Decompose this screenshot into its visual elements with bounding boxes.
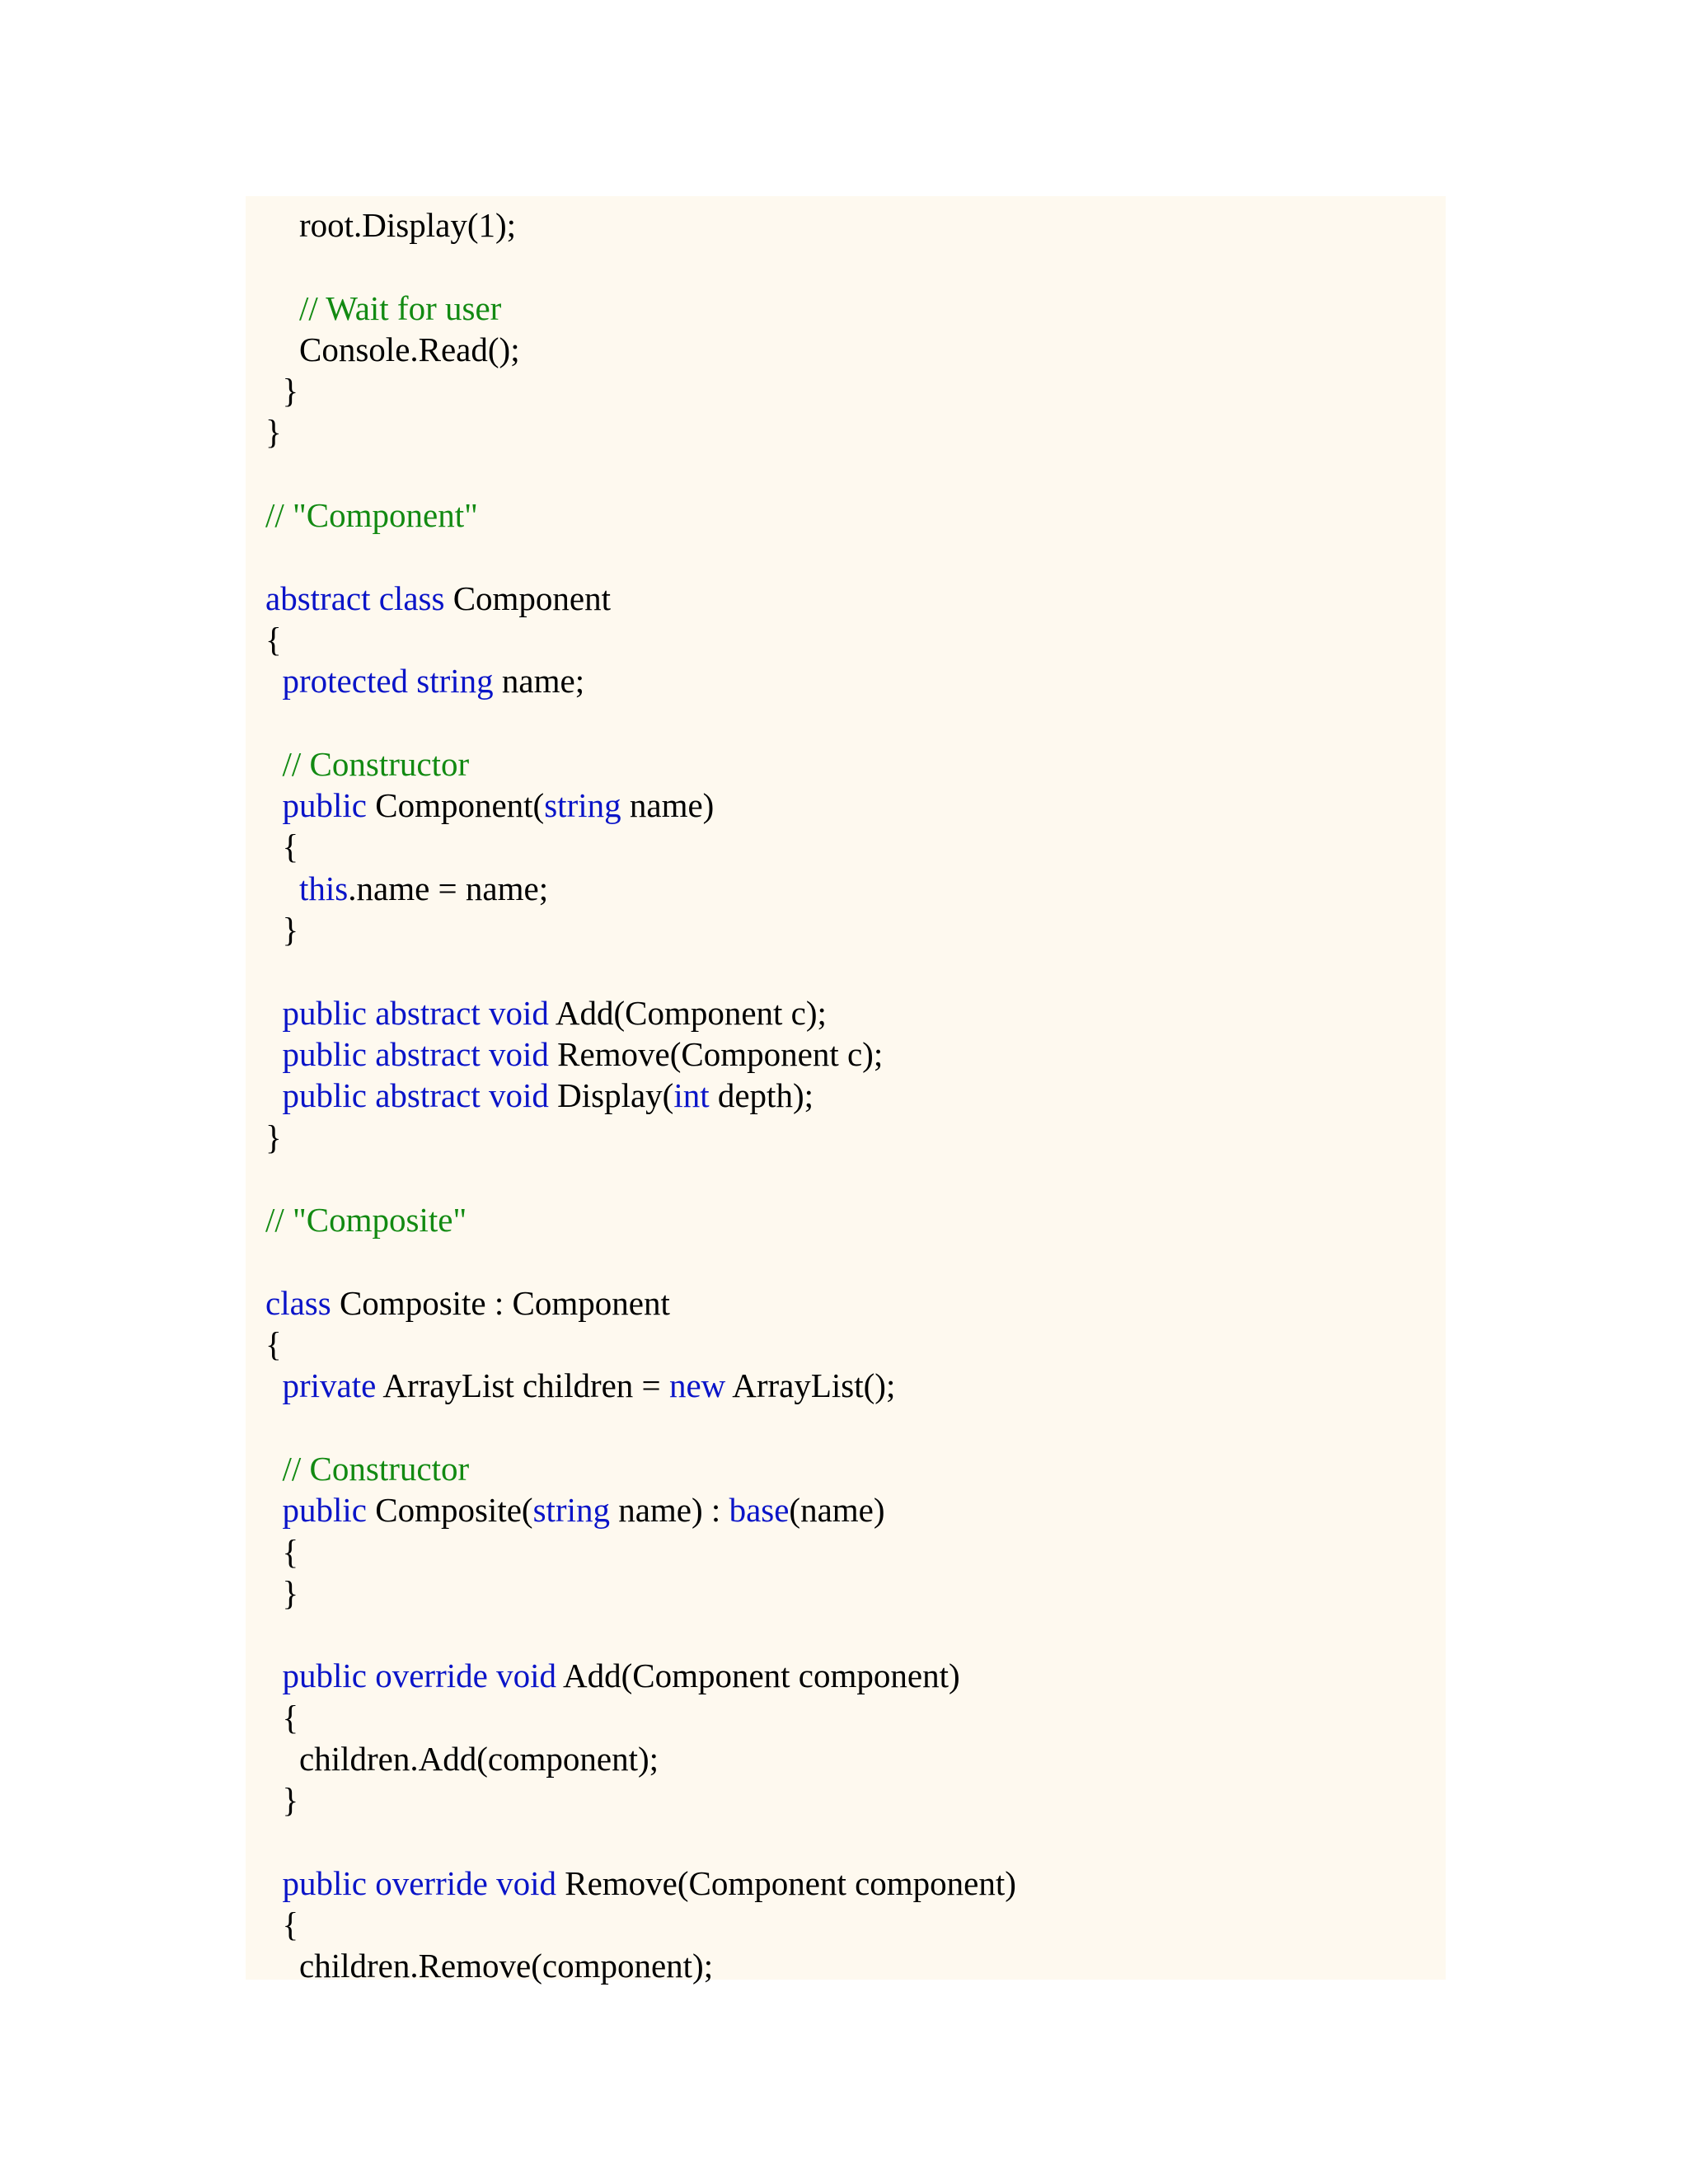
code-token-plain: { xyxy=(265,1698,299,1736)
code-line xyxy=(265,1199,1016,1240)
code-line xyxy=(265,1863,1016,1904)
code-token-keyword: base xyxy=(729,1491,790,1530)
code-token-plain: ArrayList(); xyxy=(725,1366,896,1405)
code-token-plain: children.Remove(component); xyxy=(265,1947,714,1985)
code-line xyxy=(265,702,1016,743)
code-line xyxy=(265,1407,1016,1448)
code-token-plain: { xyxy=(265,1532,299,1571)
code-line xyxy=(265,204,1016,246)
code-token-plain: Composite( xyxy=(366,1491,533,1530)
code-line xyxy=(265,1655,1016,1696)
code-token-keyword: new xyxy=(668,1366,726,1405)
code-line xyxy=(265,1572,1016,1614)
code-line xyxy=(265,785,1016,826)
code-token-plain: (name) xyxy=(789,1491,885,1530)
code-line xyxy=(265,494,1016,536)
code-token-comment: // Wait for user xyxy=(265,288,502,327)
code-token-keyword: public abstract void xyxy=(265,1034,549,1073)
code-line xyxy=(265,453,1016,494)
code-token-plain: depth); xyxy=(709,1076,814,1115)
code-line xyxy=(265,1945,1016,1986)
code-token-keyword: int xyxy=(673,1076,710,1115)
code-line xyxy=(265,288,1016,329)
code-line xyxy=(265,826,1016,867)
code-token-plain: ArrayList children = xyxy=(376,1366,669,1405)
code-line xyxy=(265,950,1016,991)
code-line xyxy=(265,1158,1016,1199)
code-block xyxy=(265,204,1016,1987)
code-line xyxy=(265,1448,1016,1489)
code-line xyxy=(265,1117,1016,1158)
code-token-plain: } xyxy=(265,1781,299,1820)
code-line xyxy=(265,329,1016,370)
code-token-plain: Remove(Component component) xyxy=(556,1863,1016,1902)
code-line xyxy=(265,246,1016,287)
code-token-plain: Add(Component c); xyxy=(548,993,827,1032)
code-line xyxy=(265,1821,1016,1863)
code-token-plain: } xyxy=(265,413,282,452)
code-token-keyword: this xyxy=(265,869,349,907)
code-line xyxy=(265,1489,1016,1530)
code-line xyxy=(265,909,1016,950)
code-token-plain: { xyxy=(265,620,282,658)
code-token-plain: children.Add(component); xyxy=(265,1739,659,1778)
code-token-plain: name) xyxy=(621,786,715,825)
code-line xyxy=(265,1738,1016,1779)
code-token-plain: root.Display(1); xyxy=(265,206,517,244)
code-token-keyword: public abstract void xyxy=(265,1076,549,1115)
code-line xyxy=(265,1365,1016,1406)
code-line xyxy=(265,619,1016,660)
code-line xyxy=(265,660,1016,701)
code-token-keyword: private xyxy=(265,1366,377,1405)
code-token-plain: Component( xyxy=(366,786,545,825)
code-panel xyxy=(246,196,1446,1985)
code-line xyxy=(265,1033,1016,1075)
code-token-keyword: public xyxy=(265,1491,367,1530)
code-line xyxy=(265,1697,1016,1738)
code-token-comment: // "Component" xyxy=(265,496,478,535)
code-token-plain: { xyxy=(265,1325,282,1364)
code-line xyxy=(265,1904,1016,1945)
code-line xyxy=(265,1075,1016,1116)
code-line xyxy=(265,868,1016,909)
code-token-plain: Display( xyxy=(548,1076,674,1115)
code-token-plain: } xyxy=(265,911,299,949)
code-token-keyword: public override void xyxy=(265,1863,556,1902)
code-line xyxy=(265,370,1016,411)
code-token-comment: // Constructor xyxy=(265,744,470,783)
code-token-plain: Remove(Component c); xyxy=(548,1034,884,1073)
code-token-plain: } xyxy=(265,372,299,410)
code-line xyxy=(265,1779,1016,1821)
code-token-keyword: public override void xyxy=(265,1657,556,1695)
code-line xyxy=(265,1282,1016,1324)
code-token-plain: .name = name; xyxy=(348,869,549,907)
code-token-plain: name) : xyxy=(609,1491,729,1530)
code-token-plain: Add(Component component) xyxy=(556,1657,960,1695)
code-line xyxy=(265,411,1016,452)
code-line xyxy=(265,1324,1016,1365)
code-line xyxy=(265,578,1016,619)
code-token-plain: Console.Read(); xyxy=(265,330,520,368)
code-token-plain: { xyxy=(265,1905,299,1944)
code-token-keyword: public xyxy=(265,786,367,825)
code-token-plain: Composite : Component xyxy=(331,1283,670,1322)
code-token-keyword: protected string xyxy=(265,662,494,701)
code-line xyxy=(265,1614,1016,1655)
code-token-keyword: abstract class xyxy=(265,579,445,617)
code-line xyxy=(265,743,1016,785)
code-token-keyword: string xyxy=(544,786,621,825)
code-token-plain: } xyxy=(265,1573,299,1612)
code-token-comment: // "Composite" xyxy=(265,1201,467,1240)
code-token-keyword: string xyxy=(532,1491,610,1530)
code-line xyxy=(265,536,1016,577)
code-token-comment: // Constructor xyxy=(265,1449,470,1488)
code-token-keyword: class xyxy=(265,1283,331,1322)
code-token-plain: } xyxy=(265,1118,282,1156)
code-line xyxy=(265,1240,1016,1282)
code-token-plain: { xyxy=(265,827,299,866)
code-token-plain: name; xyxy=(493,662,585,701)
code-token-keyword: public abstract void xyxy=(265,993,549,1032)
code-line xyxy=(265,1531,1016,1572)
code-line xyxy=(265,992,1016,1033)
code-token-plain: Component xyxy=(444,579,612,617)
